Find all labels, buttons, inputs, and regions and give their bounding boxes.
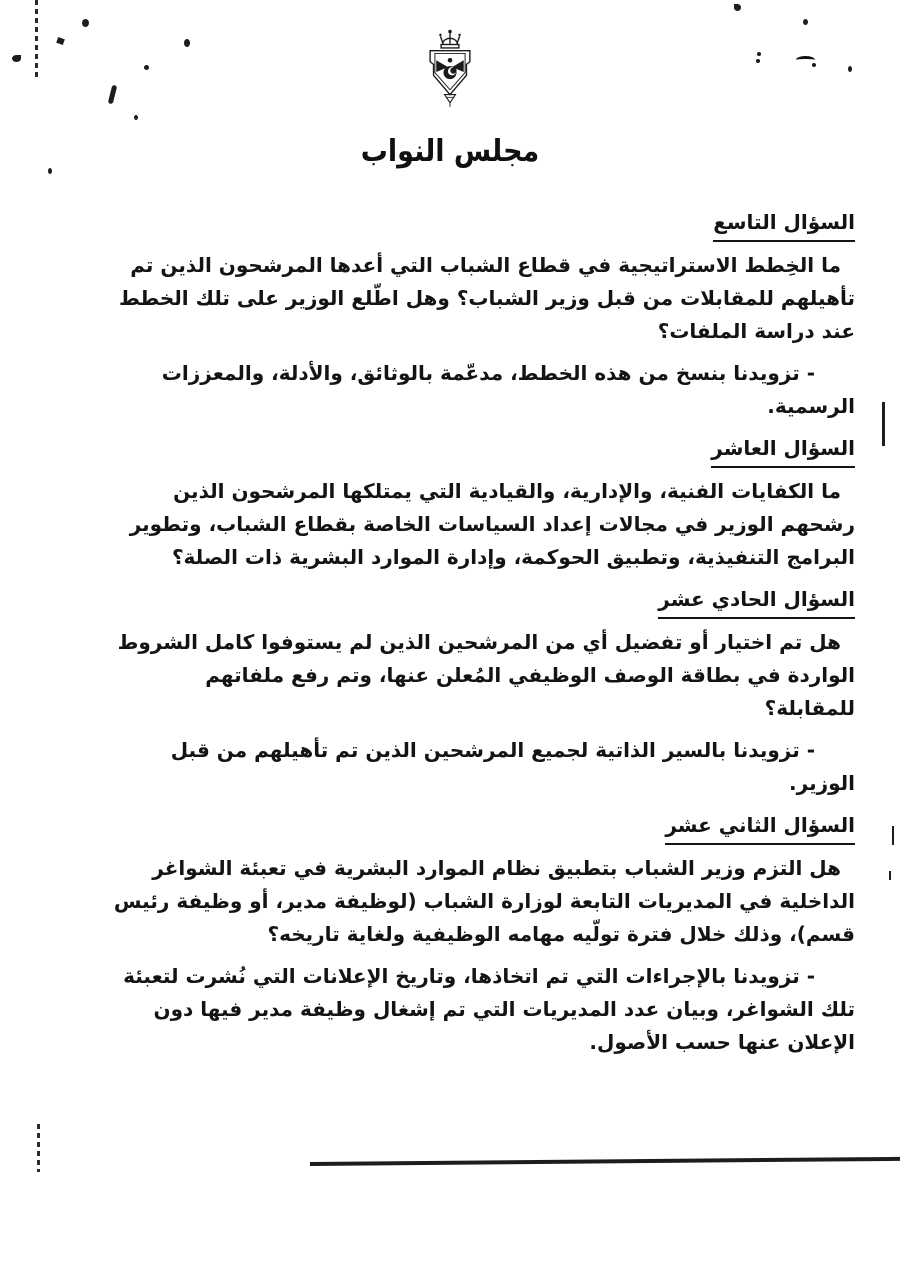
question-11-request: - تزويدنا بالسير الذاتية لجميع المرشحين الذين تم تأهيلهم من قبل الوزير. [170,738,855,795]
question-12-text: هل التزم وزير الشباب بتطبيق نظام الموارد البشرية في تعبئة الشواغر الداخلية في المديريات التابعة لوزارة الشباب (لوظيفة مدير، أو وظيفة رئيس قسم)، وذلك خلال فترة تولّيه مهامه الوظيفية ولغاية تاريخه؟ [113,856,855,946]
question-9-section [113,206,855,423]
question-9-request: - تزويدنا بنسخ من هذه الخطط، مدعّمة بالوثائق، والأدلة، والمعززات الرسمية. [161,361,855,418]
question-11-section [113,583,855,800]
scan-artifact-right-dash [892,826,894,845]
scan-artifact-speck [803,19,808,25]
scan-artifact-speck [734,4,741,11]
document-body [113,206,855,1068]
question-12-request: - تزويدنا بالإجراءات التي تم اتخاذها، وتاريخ الإعلانات التي نُشرت لتعبئة تلك الشواغر، وبيان عدد المديريات التي تم إشغال وظيفة مدير فيها دون الإعلان عنها حسب الأصول. [123,964,855,1054]
scan-artifact-speck [12,55,21,62]
scan-artifact-speck [812,63,816,67]
scan-artifact-top-left-dotted-line [35,0,38,78]
scan-artifact-speck [184,39,190,47]
jordan-coat-of-arms-icon [406,26,494,122]
question-12-section [113,809,855,1059]
question-10-section [113,432,855,574]
question-10-text: ما الكفايات الفنية، والإدارية، والقيادية التي يمتلكها المرشحون الذين رشحهم الوزير في مجالات إعداد السياسات الخاصة بقطاع الشباب، وتطوير البرامج التنفيذية، وتطبيق الحوكمة، وإدارة الموارد البشرية ذات الصلة؟ [129,479,855,569]
question-11-text: هل تم اختيار أو تفضيل أي من المرشحين الذين لم يستوفوا كامل الشروط الواردة في بطاقة الوصف الوظيفي المُعلن عنها، وتم رفع ملفاتهم للمقابلة؟ [117,630,855,720]
scan-artifact-speck [134,115,138,120]
question-12-heading: السؤال الثاني عشر [665,809,855,845]
organization-name: مجلس النواب [360,134,540,169]
scan-artifact-right-dash [889,871,891,880]
scan-artifact-speck [48,168,52,174]
scan-artifact-speck [848,66,852,72]
question-11-heading: السؤال الحادي عشر [658,583,855,619]
scan-artifact-speck [82,19,89,27]
scan-artifact-speck [756,59,760,63]
scan-artifact-right-line [882,402,885,446]
scan-artifact-speck [757,52,761,56]
question-9-text: ما الخِطط الاستراتيجية في قطاع الشباب التي أعدها المرشحون الذين تم تأهيلهم للمقابلات من قبل وزير الشباب؟ وهل اطّلع الوزير على تلك الخطط عند دراسة الملفات؟ [118,253,855,343]
scan-artifact-speck [144,65,149,70]
scan-artifact-bottom-line [310,1157,900,1166]
letterhead [0,26,900,167]
question-10-heading: السؤال العاشر [711,432,855,468]
question-9-heading: السؤال التاسع [713,206,855,242]
scan-artifact-bottom-left-dashes [37,1124,40,1172]
